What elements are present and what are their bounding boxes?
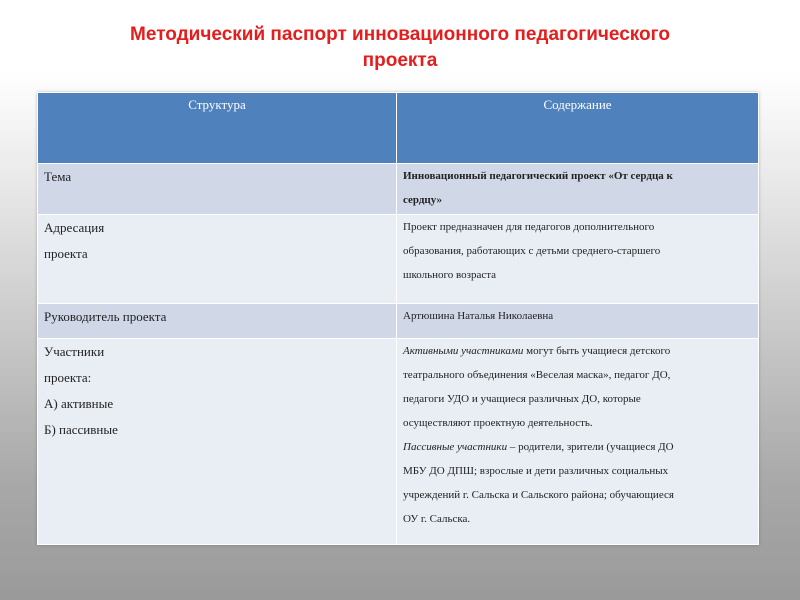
address-label-line2: проекта — [44, 246, 88, 261]
active-participants-line1 — [403, 339, 752, 363]
theme-structure-cell — [38, 164, 397, 215]
active-participants-label: Активными участниками — [403, 345, 524, 357]
participants-content-cell — [397, 339, 759, 545]
table-header-row — [38, 93, 759, 164]
passive-participants-line4: ОУ г. Сальска. — [403, 513, 471, 525]
passive-participants-line3: учреждений г. Сальска и Сальского района; обучающиеся — [403, 489, 674, 501]
address-label-line1: Адресация — [44, 220, 105, 235]
address-content-line1: Проект предназначен для педагогов дополнительного — [403, 221, 655, 233]
theme-content-line1: Инновационный педагогический проект «От сердца к — [403, 170, 673, 182]
slide-title — [40, 22, 760, 74]
theme-label: Тема — [44, 169, 72, 184]
leader-structure-cell — [38, 304, 397, 339]
participants-label-line2: проекта: — [44, 370, 92, 385]
header-structure: Структура — [38, 93, 397, 164]
theme-content-line2: сердцу» — [403, 194, 443, 206]
passive-participants-line1-rest: – родители, зрители (учащиеся ДО — [507, 441, 674, 453]
leader-content-cell — [397, 304, 759, 339]
active-participants-line2: театрального объединения «Веселая маска», педагог ДО, — [403, 369, 671, 381]
slide-title-line2: проекта — [362, 50, 438, 71]
participants-label-line4: Б) пассивные — [44, 422, 118, 437]
table-row-participants — [38, 339, 759, 545]
active-participants-line1-rest: могут быть учащиеся детского — [523, 345, 671, 357]
table-row-leader — [38, 304, 759, 339]
leader-name: Артюшина Наталья Николаевна — [403, 310, 554, 322]
table-row-address — [38, 215, 759, 304]
address-content-cell — [397, 215, 759, 304]
table-row-theme — [38, 164, 759, 215]
active-participants-line4: осуществляют проектную деятельность. — [403, 417, 593, 429]
passive-participants-line1 — [403, 435, 752, 459]
participants-structure-cell — [38, 339, 397, 545]
theme-content-cell — [397, 164, 759, 215]
address-content-line2: образования, работающих с детьми среднего-старшего — [403, 245, 661, 257]
address-structure-cell — [38, 215, 397, 304]
leader-label: Руководитель проекта — [44, 309, 167, 324]
participants-label-line3: А) активные — [44, 396, 114, 411]
active-participants-line3: педагоги УДО и учащиеся различных ДО, которые — [403, 393, 641, 405]
header-content: Содержание — [397, 93, 759, 164]
address-content-line3: школьного возраста — [403, 269, 497, 281]
passive-participants-line2: МБУ ДО ДПШ; взрослые и дети различных социальных — [403, 465, 669, 477]
participants-label-line1: Участники — [44, 344, 105, 359]
project-passport-table — [37, 92, 759, 545]
slide-title-line1: Методический паспорт инновационного педагогического — [130, 24, 670, 45]
passive-participants-label: Пассивные участники — [403, 441, 508, 453]
